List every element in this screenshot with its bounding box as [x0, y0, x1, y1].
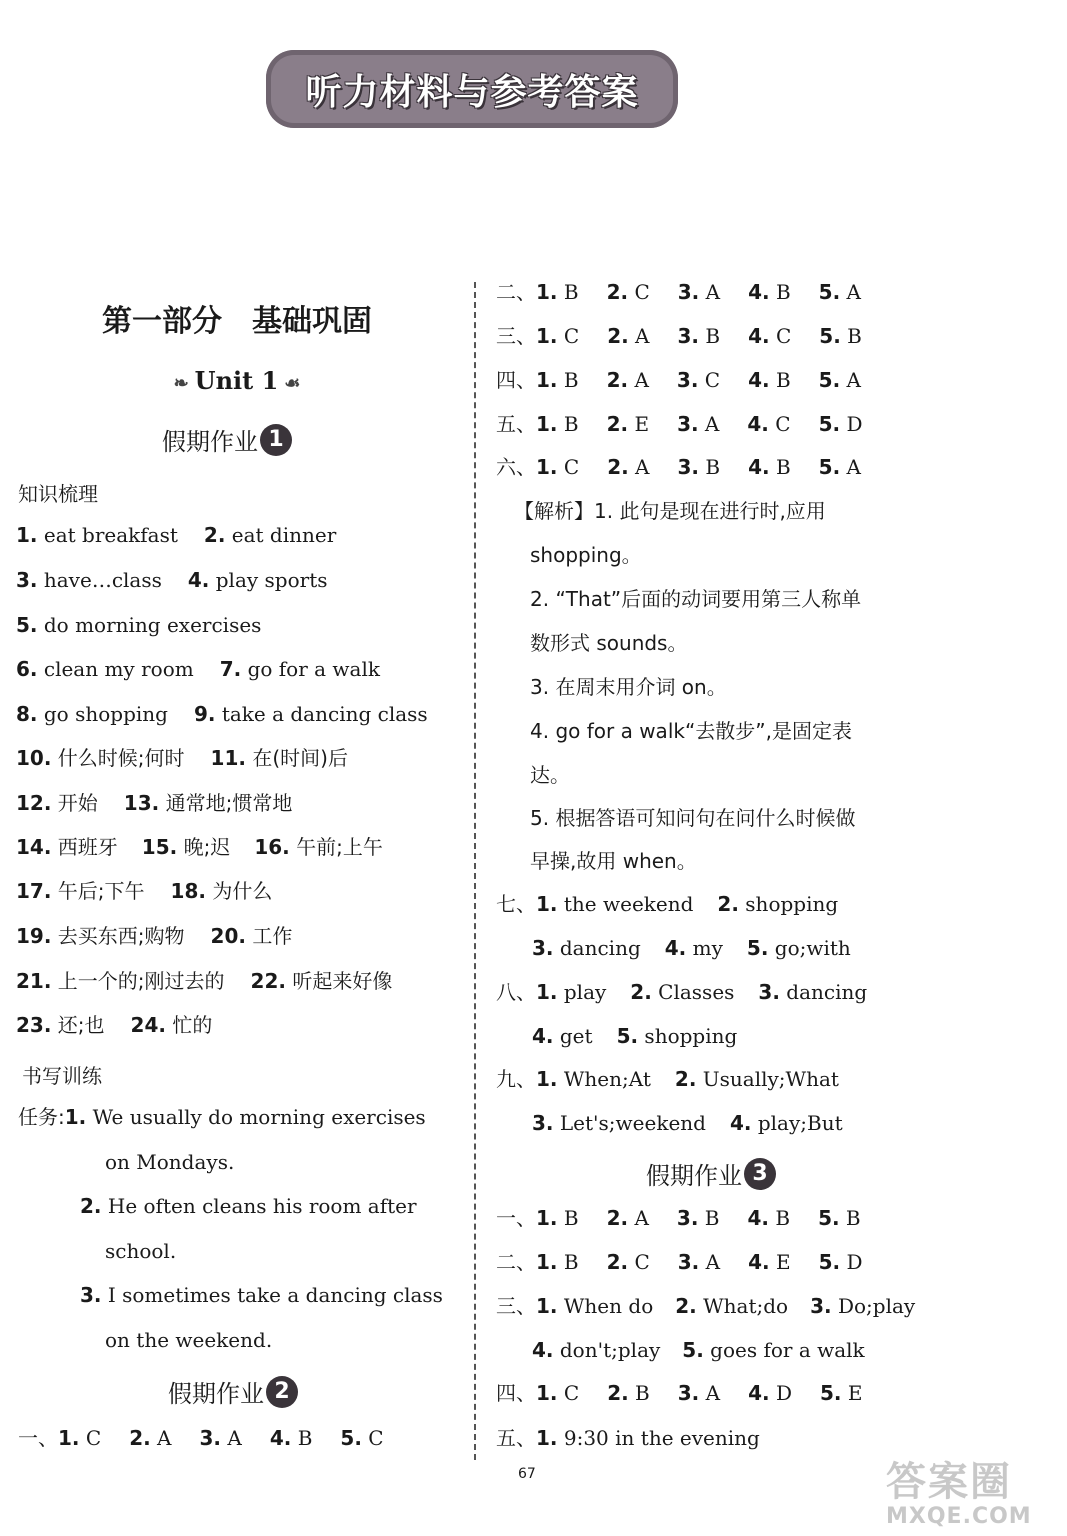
analysis-line: 达。 [530, 763, 570, 787]
knowledge-line: 21. 上一个的;刚过去的 22. 听起来好像 [16, 969, 393, 993]
answer-row: 3. Let's;weekend 4. play;But [532, 1111, 843, 1135]
knowledge-line: 6. clean my room 7. go for a walk [16, 657, 380, 681]
knowledge-line: 19. 去买东西;购物 20. 工作 [16, 924, 293, 948]
header-title: 听力材料与参考答案 [305, 71, 639, 113]
answer-row: 五、1. B 2. E 3. A 4. C 5. D [496, 412, 863, 436]
writing-heading: 书写训练 [22, 1064, 102, 1088]
watermark-logo [886, 1460, 1056, 1532]
answer-row: 四、1. B 2. A 3. C 4. B 5. A [496, 368, 861, 392]
analysis-line: 2. “That”后面的动词要用第三人称单 [530, 587, 862, 611]
ornament-right-icon: ☙ [284, 373, 301, 394]
answer-row: 一、1. B 2. A 3. B 4. B 5. B [496, 1206, 861, 1230]
answer-row: 五、1. 9:30 in the evening [496, 1426, 760, 1450]
knowledge-line: 3. have…class 4. play sports [16, 568, 328, 592]
answer-row: 四、1. C 2. B 3. A 4. D 5. E [496, 1381, 863, 1405]
homework-number-badge: 1 [260, 424, 292, 456]
knowledge-line: 5. do morning exercises [16, 613, 262, 637]
ornament-left-icon: ❧ [173, 373, 189, 394]
knowledge-line: 14. 西班牙 15. 晚;迟 16. 午前;上午 [16, 835, 383, 859]
unit-label: Unit 1 [194, 366, 279, 395]
analysis-line: 数形式 sounds。 [530, 631, 688, 655]
answer-row: 一、1. C 2. A 3. A 4. B 5. C [18, 1426, 384, 1450]
homework-1-title [162, 422, 292, 457]
homework-number-badge: 3 [744, 1158, 776, 1190]
answer-row: 三、1. When do 2. What;do 3. Do;play [496, 1294, 916, 1318]
writing-line: school. [105, 1239, 177, 1263]
answer-row: 二、1. B 2. C 3. A 4. E 5. D [496, 1250, 863, 1274]
writing-line: 任务:1. We usually do morning exercises [18, 1105, 426, 1129]
knowledge-line: 17. 午后;下午 18. 为什么 [16, 879, 273, 903]
part-title: 第一部分 基础巩固 [102, 304, 372, 339]
knowledge-line: 12. 开始 13. 通常地;惯常地 [16, 791, 293, 815]
writing-line: on Mondays. [105, 1150, 235, 1174]
answer-row: 3. dancing 4. my 5. go;with [532, 936, 851, 960]
answer-row: 4. get 5. shopping [532, 1024, 738, 1048]
homework-3-title [646, 1156, 776, 1191]
homework-2-title [168, 1374, 298, 1409]
analysis-line: 3. 在周末用介词 on。 [530, 675, 727, 699]
knowledge-heading: 知识梳理 [18, 482, 98, 506]
homework-label: 假期作业 [646, 1162, 742, 1190]
answer-row: 4. don't;play 5. goes for a walk [532, 1338, 865, 1362]
column-divider [474, 282, 476, 1460]
watermark-bottom: MXQE.COM [886, 1504, 1032, 1529]
analysis-line: shopping。 [530, 543, 642, 567]
analysis-line: 【解析】1. 此句是现在进行时,应用 [514, 499, 826, 523]
writing-line: 3. I sometimes take a dancing class [80, 1283, 443, 1307]
answer-row: 九、1. When;At 2. Usually;What [496, 1067, 839, 1091]
knowledge-line: 1. eat breakfast 2. eat dinner [16, 523, 337, 547]
writing-line: 2. He often cleans his room after [80, 1194, 417, 1218]
knowledge-line: 10. 什么时候;何时 11. 在(时间)后 [16, 746, 348, 770]
answer-row: 八、1. play 2. Classes 3. dancing [496, 980, 868, 1004]
analysis-line: 早操,故用 when。 [530, 849, 697, 873]
answer-row: 七、1. the weekend 2. shopping [496, 892, 839, 916]
unit-title [0, 366, 474, 395]
analysis-line: 5. 根据答语可知问句在问什么时候做 [530, 806, 856, 830]
answer-row: 二、1. B 2. C 3. A 4. B 5. A [496, 280, 861, 304]
knowledge-line: 23. 还;也 24. 忙的 [16, 1013, 213, 1037]
page-number: 67 [518, 1466, 536, 1482]
watermark-top: 答案圈 [886, 1459, 1012, 1505]
homework-label: 假期作业 [168, 1380, 264, 1408]
writing-line: on the weekend. [105, 1328, 273, 1352]
knowledge-line: 8. go shopping 9. take a dancing class [16, 702, 428, 726]
answer-row: 三、1. C 2. A 3. B 4. C 5. B [496, 324, 862, 348]
homework-label: 假期作业 [162, 428, 258, 456]
homework-number-badge: 2 [266, 1376, 298, 1408]
answer-row: 六、1. C 2. A 3. B 4. B 5. A [496, 455, 861, 479]
analysis-line: 4. go for a walk“去散步”,是固定表 [530, 719, 853, 743]
